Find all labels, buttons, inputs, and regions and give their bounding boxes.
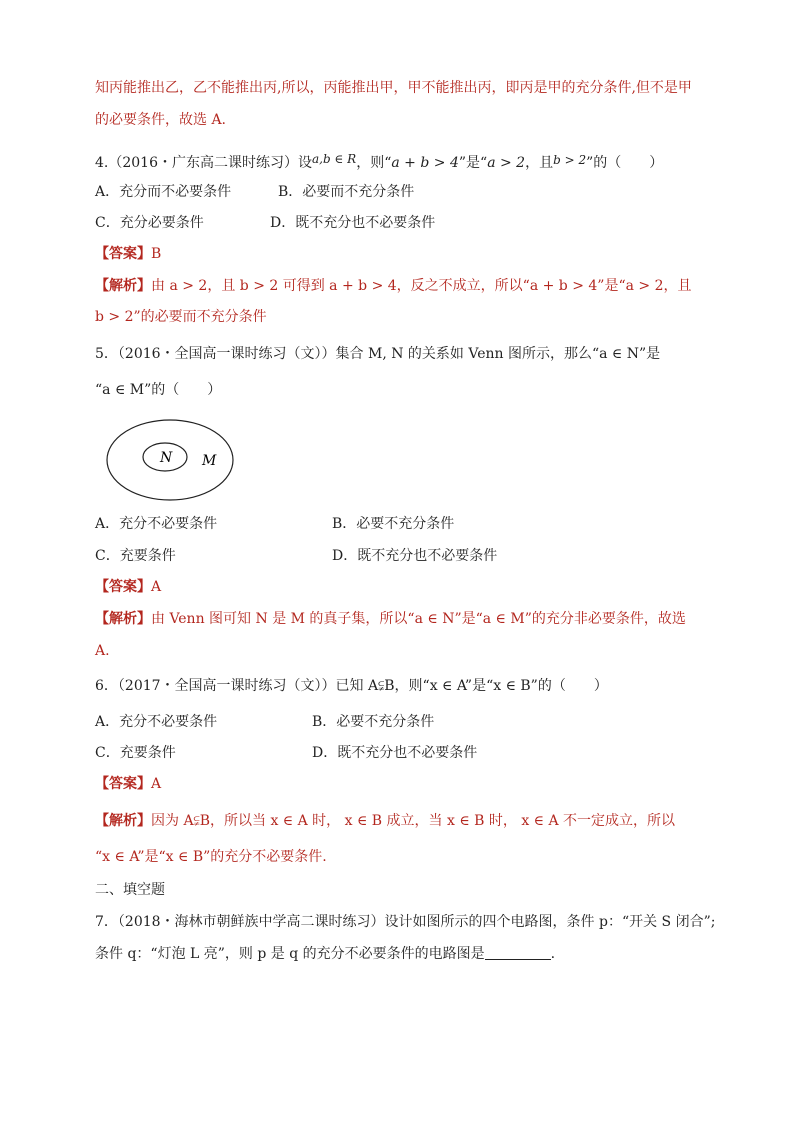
q4-text: ”是“: [458, 155, 488, 171]
q5-stem-line1: 5．（2016・全国高一课时练习（文））集合 M, N 的关系如 Venn 图所示，那么“a ∈ N”是: [95, 346, 661, 362]
q4-analysis-line2: b > 2”的必要而不充分条件: [95, 309, 267, 325]
q5-option-a: A．充分不必要条件: [95, 516, 218, 532]
q4-option-a: A．充分而不必要条件: [95, 184, 232, 200]
analysis-label: 【解析】: [95, 278, 151, 294]
answer-value: A: [151, 579, 162, 595]
analysis-label: 【解析】: [95, 611, 151, 627]
venn-label-n: N: [160, 450, 173, 466]
q7-period: .: [550, 946, 556, 962]
q3-analysis-line2: 的必要条件，故选 A.: [95, 112, 227, 128]
q4-expr1: a + b > 4: [391, 155, 459, 171]
analysis-text: 由 Venn 图可知 N 是 M 的真子集，所以“a ∈ N”是“a ∈ M”的充分非必要条件，故选: [151, 611, 686, 627]
analysis-label: 【解析】: [95, 813, 151, 829]
q7-text: 条件 q：“灯泡 L 亮”，则 p 是 q 的充分不必要条件的电路图是: [95, 946, 485, 962]
analysis-text: 由 a > 2，且 b > 2 可得到 a + b > 4，反之不成立，所以“a + b > 4”是“a > 2，且: [151, 278, 692, 294]
q4-text: ，且: [525, 155, 554, 171]
q4-option-d: D．既不充分也不必要条件: [270, 215, 436, 231]
q4-condition: a,b ∈ R: [312, 152, 357, 166]
venn-label-m: M: [202, 453, 217, 469]
q6-answer: [95, 774, 714, 794]
q5-analysis-line1: [95, 609, 714, 629]
answer-label: 【答案】: [95, 579, 151, 595]
q6-analysis-line2: “x ∈ A”是“x ∈ B”的充分不必要条件.: [95, 849, 327, 865]
answer-label: 【答案】: [95, 246, 151, 262]
q4-expr2: a > 2: [487, 155, 526, 171]
q6-option-a: A．充分不必要条件: [95, 714, 218, 730]
q4-text: ”的（ ）: [586, 155, 664, 171]
q4-number: 4.（2016・广东高二课时练习）设: [95, 155, 312, 171]
q4-text: ，则“: [356, 155, 392, 171]
analysis-text: 因为 A⫋B，所以当 x ∈ A 时， x ∈ B 成立，当 x ∈ B 时， x ∈ A 不一定成立，所以: [151, 813, 676, 829]
q3-analysis-line1: 知丙能推出乙，乙不能推出丙,所以，丙能推出甲，甲不能推出丙，即丙是甲的充分条件,但不是甲: [95, 80, 692, 96]
q4-analysis-line1: [95, 276, 714, 296]
q5-option-c: C．充要条件: [95, 548, 176, 564]
q5-analysis-line2: A.: [95, 643, 110, 659]
q5-option-d: D．既不充分也不必要条件: [332, 548, 498, 564]
q7-stem-line2: [95, 944, 714, 964]
answer-value: A: [151, 776, 162, 792]
section-title: 二、填空题: [95, 882, 165, 898]
q5-answer: [95, 577, 714, 597]
answer-label: 【答案】: [95, 776, 151, 792]
answer-blank[interactable]: [485, 945, 551, 960]
q4-stem: [95, 149, 714, 173]
q6-option-d: D．既不充分也不必要条件: [312, 745, 478, 761]
q5-option-b: B．必要不充分条件: [332, 516, 455, 532]
q4-answer: [95, 244, 714, 264]
venn-diagram: [104, 414, 238, 506]
q6-stem: 6．（2017・全国高一课时练习（文））已知 A⫋B，则“x ∈ A”是“x ∈ B”的（ ）: [95, 678, 608, 694]
q6-option-c: C．充要条件: [95, 745, 176, 761]
q4-expr3: b > 2: [553, 153, 587, 167]
q5-stem-line2: “a ∈ M”的（ ）: [95, 382, 222, 398]
q7-stem-line1: 7．（2018・海林市朝鲜族中学高二课时练习）设计如图所示的四个电路图，条件 p：“开关 S 闭合”;: [95, 914, 716, 930]
q6-analysis-line1: [95, 811, 714, 831]
answer-value: B: [151, 246, 162, 262]
q4-option-b: B．必要而不充分条件: [278, 184, 415, 200]
q6-option-b: B．必要不充分条件: [312, 714, 435, 730]
q4-option-c: C．充分必要条件: [95, 215, 204, 231]
